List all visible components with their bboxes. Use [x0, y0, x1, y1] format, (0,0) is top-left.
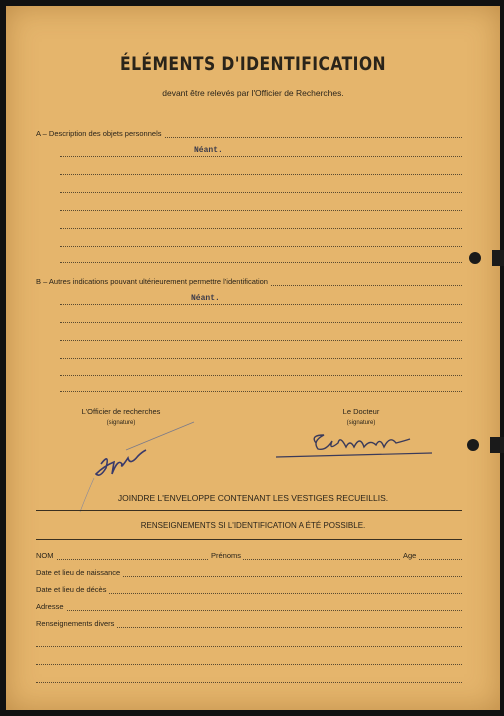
- doctor-signature-caption: (signature): [346, 420, 376, 426]
- adresse-label: Adresse: [36, 602, 64, 611]
- form-subtitle: devant être relevés par l'Officier de Recherches.: [162, 88, 344, 98]
- dotted-line: [60, 246, 462, 247]
- edge-notch: [492, 250, 504, 266]
- dotted-line: [60, 322, 462, 323]
- dotted-line: [60, 210, 462, 211]
- dotted-line: [60, 304, 462, 305]
- punch-hole: [469, 252, 481, 264]
- dotted-line: [60, 375, 462, 376]
- instruction-text: JOINDRE L'ENVELOPPE CONTENANT LES VESTIGES RECUEILLIS.: [117, 493, 389, 503]
- dotted-line: [36, 664, 462, 665]
- dotted-line: [60, 156, 462, 157]
- nom-label: NOM: [36, 551, 54, 560]
- dotted-line: [60, 262, 462, 263]
- age-label: Age: [403, 551, 417, 560]
- doctor-signature-icon: [268, 421, 438, 466]
- divider: [36, 539, 462, 540]
- form-title: ÉLÉMENTS D'IDENTIFICATION: [120, 53, 386, 75]
- section-b-typed-value: Néant.: [191, 294, 220, 303]
- form-sheet: [6, 6, 500, 710]
- officer-label: L'Officier de recherches: [81, 407, 161, 416]
- dotted-line: [36, 646, 462, 647]
- dotted-line: [60, 174, 462, 175]
- officer-signature-caption: (signature): [106, 420, 136, 426]
- deces-label: Date et lieu de décès: [36, 585, 107, 594]
- divider: [36, 510, 462, 511]
- dotted-line: [60, 358, 462, 359]
- doctor-label: Le Docteur: [342, 407, 380, 416]
- renseignements-heading: RENSEIGNEMENTS SI L'IDENTIFICATION A ÉTÉ POSSIBLE.: [140, 521, 366, 530]
- dotted-line: [60, 391, 462, 392]
- adresse-line: [36, 610, 462, 611]
- section-a-typed-value: Néant.: [194, 146, 223, 155]
- divers-label: Renseignements divers: [36, 619, 115, 628]
- dotted-line: [60, 228, 462, 229]
- punch-hole: [467, 439, 479, 451]
- edge-notch: [490, 437, 504, 453]
- nom-line: [36, 559, 462, 560]
- prenoms-label: Prénoms: [211, 551, 242, 560]
- dotted-line: [36, 682, 462, 683]
- section-b-label: B – Autres indications pouvant ultérieurement permettre l'identification: [36, 277, 268, 286]
- naissance-label: Date et lieu de naissance: [36, 568, 121, 577]
- dotted-line: [60, 340, 462, 341]
- dotted-line: [60, 192, 462, 193]
- section-a-label: A – Description des objets personnels: [36, 129, 162, 138]
